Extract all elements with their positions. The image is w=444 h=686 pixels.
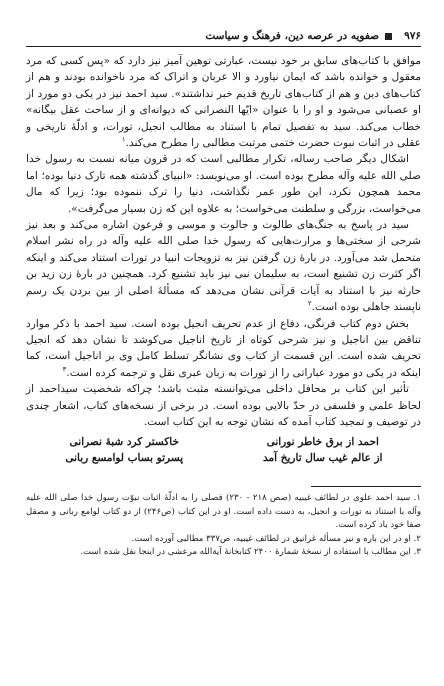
poem-verses <box>26 436 421 464</box>
paragraph <box>26 316 421 382</box>
paragraph-text: تأثیر این کتاب بر محافل داخلی می‌توانسته مثبت باشد؛ چراکه شخصیت سیداحمد از لحاظ علمی و فلسفی در حدّ بالایی بوده است. در برخی از نسخه‌های کتاب، اشعار چندی در توصیف و تمجید کتاب آمده که نشان توجه به این کتاب است. <box>26 383 421 428</box>
paragraph-text: اشکال دیگر صاحب رساله، تکرار مطالبی است که در قرون میانه نسبت به رسول خدا صلی الله علیه وآله مطرح بوده است. او می‌نویسد: «انبیای گذشته همه تارک دنیا بوده؛ اما محمد همچون نکرد، این طور عمر نگذاشت، دنیا را ترک ننموده بود؛ زیرا که مال می‌خواست، بزرگی و سلطنت می‌خواست؛ به علاوه این که زن بسیار می‌گرفت». <box>26 153 421 215</box>
footnote-marker: ۲ <box>307 299 312 308</box>
verse-hemistich: از عالم غیب سال تاریخ آمد <box>263 452 383 465</box>
paragraph <box>26 381 421 430</box>
footnote-marker: ۱ <box>121 135 126 144</box>
footnote: ۲. او در این باره و نیز مسأله غرانیق در لطائف غیبیه، ص۳۳۷ مطالبی آورده است. <box>131 533 421 544</box>
paragraph <box>26 53 421 151</box>
footnote-divider <box>311 486 421 487</box>
paragraph-text: بخش دوم کتاب فرنگی، دفاع از عدم تحریف انجیل بوده است. سید احمد با ذکر موارد تناقض بین اناجیل و نیز شرحی کوتاه از تاریخ اناجیل می‌کوشد تا نشان دهد که انجیل تحریف شده است. این قسمت از کتاب وی نشانگر تسلط کامل وی بر اناجیل است، کما اینکه در یکی دو مورد عباراتی را از تورات به زبان عبری نقل و ترجمه کرده است. <box>26 317 421 379</box>
running-title: صفویه در عرصه دین، فرهنگ و سیاست <box>205 30 380 42</box>
page-number: ۹۷۶ <box>404 30 421 42</box>
paragraph-text: موافق با کتاب‌های سابق بر خود نیست، عبارتی توهین آمیز نیز دارد که «پس کسی که مرد معقول و خوانده باشد که ایمان نیاورد و الا عربان و اتراک که مرد ناخوانده بودند و هم از کتاب‌های دین و هم از کتاب‌های تاریخ قدیم خبر نداشتند». سید احمد نیز در یکی دو مورد از او عصبانی می‌شود و او را با عنوان «ایّها النصرانی که دیوانه‌ای و از ساحت عقل بیگانه» خطاب می‌کند. سید به تفصیل تمام با استناد به مطالب انجیل، تورات، و ادلّهٔ تاریخی و عقلی در اثبات نبوت حضرت ختمی مرتبت مطالبی را مطرح می‌کند. <box>26 55 421 150</box>
paragraph <box>26 151 421 217</box>
footnote: ۱. سید احمد علوی در لطائف غیبیه (صص ۲۱۸ - ۲۳۰) فصلی را به ادلّهٔ اثبات نبوّت رسول خدا صلی الله علیه وآله با استناد به تورات و انجیل، به دست داده است. او در این کتاب (ص۲۴۶) از دو کتاب لوامع ربانی و مصقل صفا خود یاد کرده است. <box>26 493 421 531</box>
footnote-marker: ۳ <box>62 365 67 374</box>
footnotes <box>26 492 421 559</box>
verse-hemistich: پسرتو بساب لوامسع ربانی <box>65 452 184 465</box>
running-header <box>26 26 421 47</box>
verse-hemistich: خاکستر کرد شبهٔ نصرانی <box>69 436 179 449</box>
square-bullet-icon <box>385 33 392 40</box>
footnote: ۳. این مطالب با استفاده از نسخهٔ شمارهٔ ۲۴۰۰ کتابخانهٔ آیةالله مرعشی در اینجا نقل شده است. <box>80 546 421 557</box>
body-text <box>26 53 421 430</box>
verse-hemistich: احمد از برق خاطر نورانی <box>266 436 379 449</box>
paragraph <box>26 217 421 315</box>
paragraph-text: سید در پاسخ به جنگ‌های طالوت و جالوت و موسی و فرعون اشاره می‌کند و بعد نیز شرحی از سختی‌ها و مرارت‌هایی که رسول خدا صلی الله علیه وآله در راه نشر اسلام متحمل شد می‌آورد. در بارهٔ زن گرفتن نیز به تزویجات انبیا در تورات استناد می‌کند و اینکه اگر کثرت زن تشنیع است، به سلیمان نبی نیز باید تشنیع کرد. همچنین در بارهٔ زن زید بن حارثه نیز با استناد به آیات قرآنی نشان می‌دهد که مسألهٔ اصلی از بین بردن یک رسم ناپسند جاهلی بوده است. <box>26 219 421 314</box>
book-page <box>26 26 421 666</box>
